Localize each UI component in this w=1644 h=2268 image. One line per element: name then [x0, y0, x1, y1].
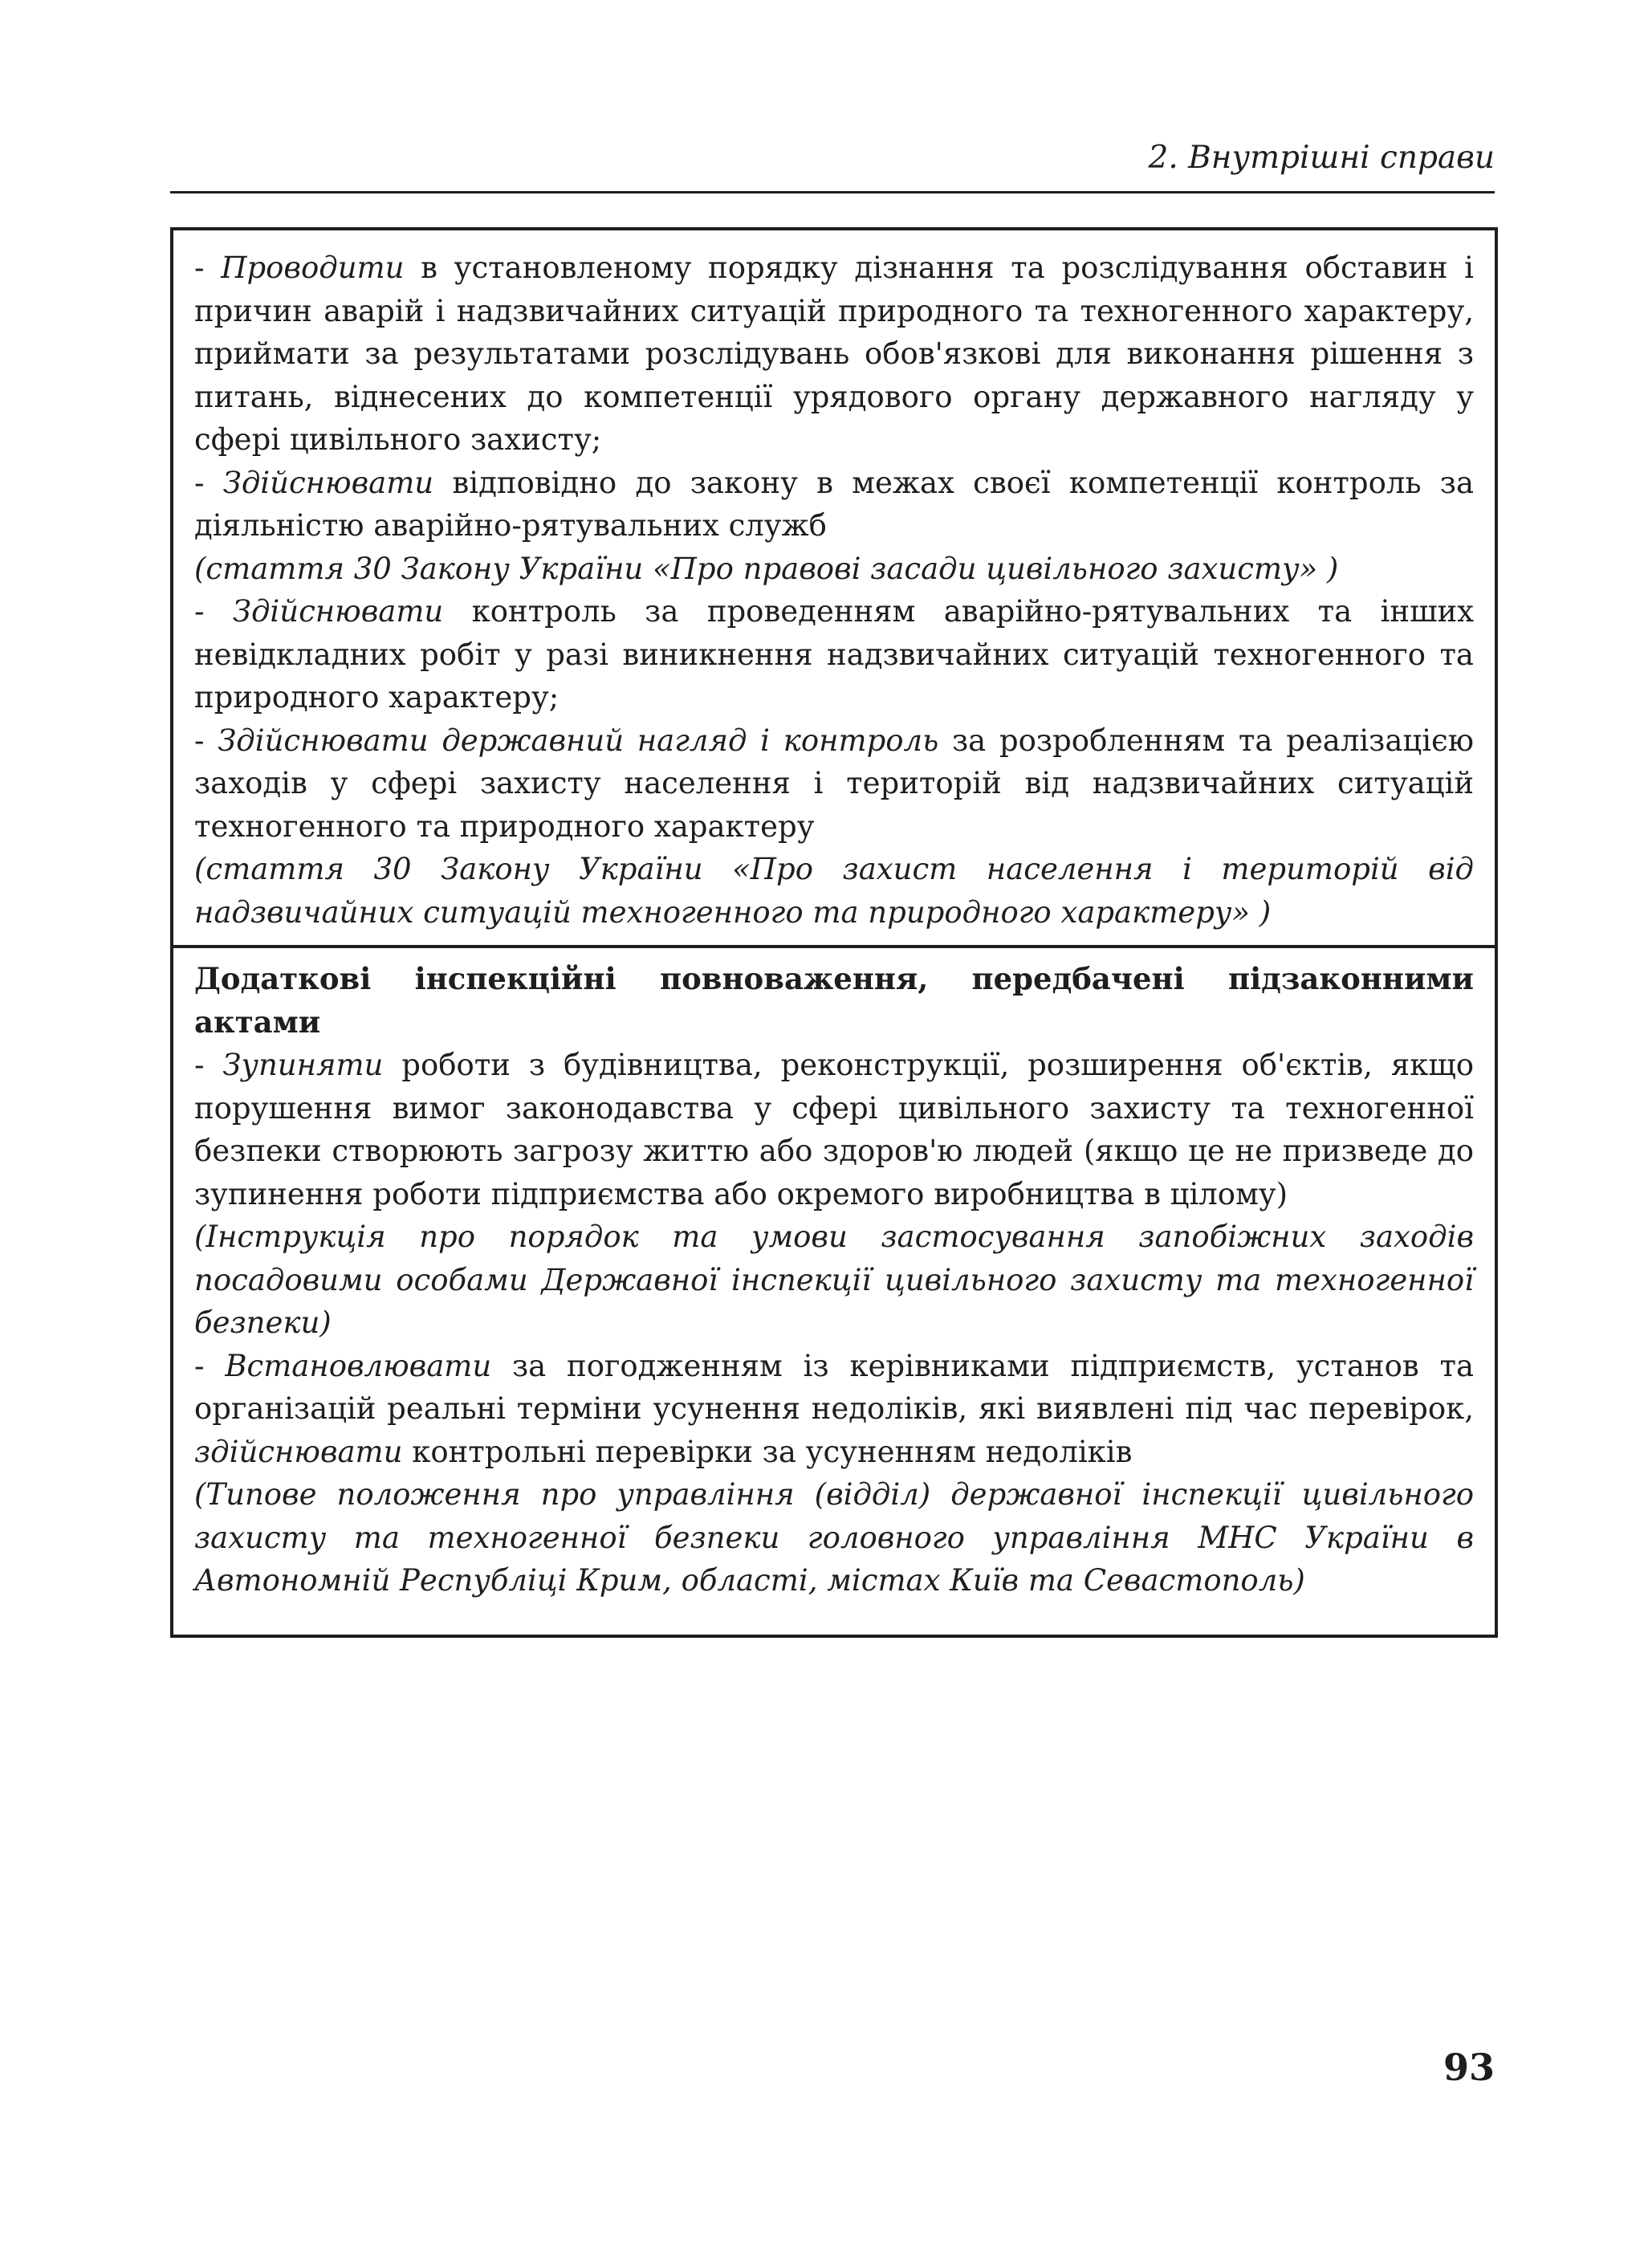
paragraph: - Здійснювати державний нагляд і контроль за розробленням та реалізацією заходів у сфері захисту населення і територій від надзвичайних ситуацій техногенного та природного характеру	[194, 723, 1474, 844]
paragraph: - Зупиняти роботи з будівництва, реконструкції, розширення об'єктів, якщо порушення вимог законодавства у сфері цивільного захисту та техногенної безпеки створюють загрозу життю або здоров'ю людей (якщо це не призведе до зупинення роботи підприємства або окремого виробництва в цілому)	[194, 1048, 1474, 1211]
paragraph-text: за погодженням із керівниками підприємств, установ та організацій реальні терміни усунення недоліків, які виявлені під час перевірок,	[194, 1348, 1474, 1426]
paragraph: - Встановлювати за погодженням із керівниками підприємств, установ та організацій реальні терміни усунення недоліків, які виявлені під час перевірок, здійснювати контрольні перевірки за усуненням недоліків	[194, 1348, 1474, 1469]
paragraph: - Здійснювати відповідно до закону в межах своєї компетенції контроль за діяльністю аварійно-рятувальних служб	[194, 465, 1475, 543]
table-cell-1	[173, 230, 1495, 945]
citation: (стаття 30 Закону України «Про правові засади цивільного захисту» )	[194, 551, 1339, 586]
paragraph-lead: Здійснювати	[222, 465, 434, 500]
paragraph: - Здійснювати контроль за проведенням аварійно-рятувальних та інших невідкладних робіт у разі виникнення надзвичайних ситуацій техногенного та природного характеру;	[194, 594, 1474, 715]
paragraph-text: роботи з будівництва, реконструкції, розширення об'єктів, якщо порушення вимог законодавства у сфері цивільного захисту та техногенної безпеки створюють загрозу життю або здоров'ю людей (якщо це не призведе до зупинення роботи підприємства або окремого виробництва в цілому)	[194, 1048, 1474, 1211]
section-heading: Додаткові інспекційні повноваження, передбачені підзаконними актами	[194, 961, 1474, 1040]
page-number: 93	[1443, 2046, 1495, 2089]
citation: (Типове положення про управління (відділ) державної інспекції цивільного захисту та техногенної безпеки головного управління МНС України в Автономній Республіці Крим, області, містах Київ та Севастополь)	[194, 1477, 1474, 1598]
paragraph-text: відповідно до закону в межах своєї компетенції контроль за діяльністю аварійно-рятувальних служб	[194, 465, 1475, 543]
paragraph: - Проводити в установленому порядку дізнання та розслідування обставин і причин аварій і надзвичайних ситуацій природного та техногенного характеру, приймати за результатами розслідувань обов'язкові для виконання рішення з питань, віднесених до компетенції урядового органу державного нагляду у сфері цивільного захисту;	[194, 250, 1474, 457]
header-rule	[170, 191, 1495, 193]
paragraph-lead: здійснювати	[194, 1434, 403, 1469]
paragraph-text: контрольні перевірки за усуненням недоліків	[402, 1434, 1133, 1469]
paragraph-lead: Встановлювати	[225, 1348, 492, 1383]
running-head: 2. Внутрішні справи	[1148, 140, 1495, 176]
table-cell-2	[173, 945, 1495, 1635]
citation: (стаття 30 Закону України «Про захист населення і територій від надзвичайних ситуацій техногенного та природного характеру» )	[194, 852, 1474, 930]
citation: (Інструкція про порядок та умови застосування запобіжних заходів посадовими особами Державної інспекції цивільного захисту та техногенної безпеки)	[194, 1220, 1474, 1340]
paragraph-lead: Зупиняти	[222, 1048, 384, 1082]
paragraph-text: за розробленням та реалізацією заходів у сфері захисту населення і територій від надзвичайних ситуацій техногенного та природного характеру	[194, 723, 1474, 844]
paragraph-lead: Проводити	[221, 250, 405, 285]
paragraph-text: в установленому порядку дізнання та розслідування обставин і причин аварій і надзвичайних ситуацій природного та техногенного характеру, приймати за результатами розслідувань обов'язкові для виконання рішення з питань, віднесених до компетенції урядового органу державного нагляду у сфері цивільного захисту;	[194, 250, 1474, 457]
paragraph-text: контроль за проведенням аварійно-рятувальних та інших невідкладних робіт у разі виникнення надзвичайних ситуацій техногенного та природного характеру;	[194, 594, 1474, 715]
paragraph-lead: Здійснювати	[232, 594, 444, 629]
content-table	[170, 227, 1498, 1638]
paragraph-lead: Здійснювати державний нагляд і контроль	[218, 723, 939, 758]
